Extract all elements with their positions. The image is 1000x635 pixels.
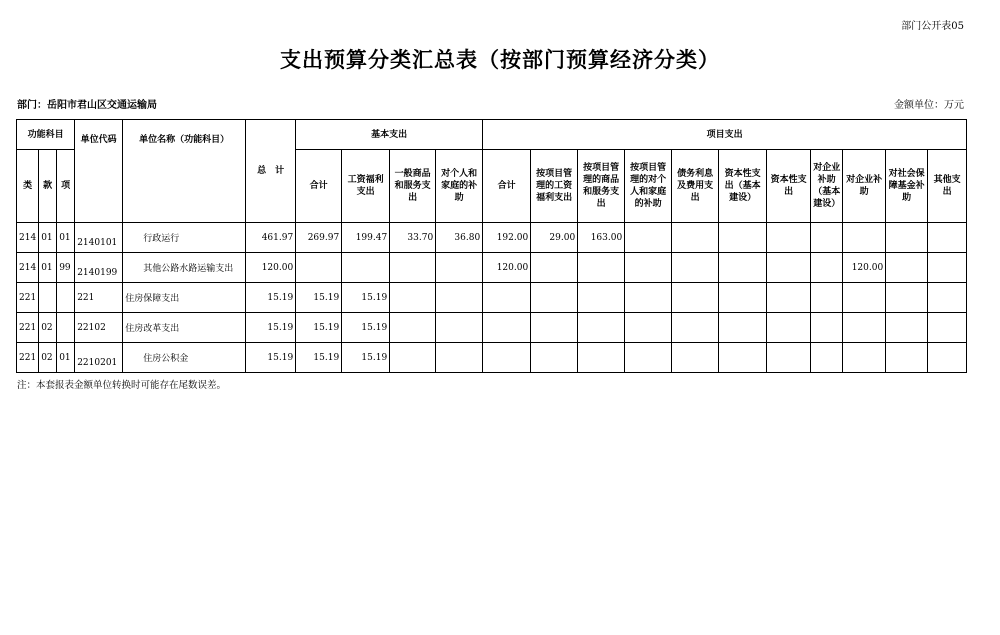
header-basic-total: 合计 bbox=[296, 150, 342, 223]
cell-project-value: 163.00 bbox=[578, 223, 625, 253]
cell-project-value bbox=[719, 343, 767, 373]
footnote: 注：本套报表金额单位转换时可能存在尾数误差。 bbox=[17, 380, 227, 391]
header-project-personal: 按项目管理的对个人和家庭的补助 bbox=[625, 150, 672, 223]
cell-kuan bbox=[39, 283, 57, 313]
cell-project-value bbox=[719, 283, 767, 313]
cell-unit-name: 住房公积金 bbox=[123, 343, 246, 373]
cell-total: 15.19 bbox=[246, 283, 296, 313]
cell-project-value bbox=[719, 253, 767, 283]
header-basic-personal: 对个人和家庭的补助 bbox=[436, 150, 483, 223]
header-xiang: 项 bbox=[57, 150, 75, 223]
cell-basic-value bbox=[436, 253, 483, 283]
cell-project-value bbox=[672, 343, 719, 373]
cell-basic-value: 33.70 bbox=[390, 223, 436, 253]
header-basic-expenditure: 基本支出 bbox=[296, 120, 483, 150]
cell-basic-value bbox=[390, 253, 436, 283]
cell-project-value bbox=[531, 343, 578, 373]
cell-lei: 221 bbox=[17, 283, 39, 313]
cell-project-value bbox=[672, 283, 719, 313]
cell-xiang: 01 bbox=[57, 223, 75, 253]
cell-project-value bbox=[886, 313, 928, 343]
cell-project-value bbox=[767, 253, 811, 283]
cell-project-value bbox=[767, 313, 811, 343]
header-project-capital: 资本性支出 bbox=[767, 150, 811, 223]
cell-project-value bbox=[811, 223, 843, 253]
cell-basic-value bbox=[390, 313, 436, 343]
cell-basic-value: 199.47 bbox=[342, 223, 390, 253]
cell-project-value bbox=[928, 223, 967, 253]
cell-project-value bbox=[625, 253, 672, 283]
cell-xiang bbox=[57, 313, 75, 343]
header-project-enterprise: 对企业补助 bbox=[843, 150, 886, 223]
cell-project-value bbox=[811, 343, 843, 373]
cell-unit-code: 22102 bbox=[75, 313, 123, 343]
table-row bbox=[17, 223, 967, 253]
table-row bbox=[17, 313, 967, 343]
cell-basic-value bbox=[342, 253, 390, 283]
cell-basic-value bbox=[296, 253, 342, 283]
cell-project-value bbox=[483, 343, 531, 373]
cell-project-value bbox=[843, 313, 886, 343]
cell-unit-name: 行政运行 bbox=[123, 223, 246, 253]
cell-kuan: 01 bbox=[39, 223, 57, 253]
header-total: 总 计 bbox=[246, 120, 296, 223]
cell-project-value bbox=[843, 283, 886, 313]
cell-unit-name: 住房保障支出 bbox=[123, 283, 246, 313]
cell-basic-value: 15.19 bbox=[296, 283, 342, 313]
cell-project-value bbox=[578, 253, 625, 283]
header-project-capital-construction: 资本性支出（基本建设） bbox=[719, 150, 767, 223]
department-label: 部门：岳阳市君山区交通运输局 bbox=[17, 100, 157, 111]
cell-unit-code: 2210201 bbox=[75, 343, 123, 373]
header-project-debt: 债务利息及费用支出 bbox=[672, 150, 719, 223]
header-unit-code: 单位代码 bbox=[75, 120, 123, 223]
cell-project-value bbox=[531, 253, 578, 283]
cell-total: 120.00 bbox=[246, 253, 296, 283]
cell-project-value bbox=[928, 283, 967, 313]
cell-basic-value: 269.97 bbox=[296, 223, 342, 253]
header-unit-name: 单位名称（功能科目） bbox=[123, 120, 246, 223]
cell-project-value bbox=[672, 253, 719, 283]
cell-total: 15.19 bbox=[246, 343, 296, 373]
header-func-subject: 功能科目 bbox=[17, 120, 75, 150]
cell-project-value bbox=[672, 223, 719, 253]
cell-project-value bbox=[625, 343, 672, 373]
cell-unit-code: 221 bbox=[75, 283, 123, 313]
cell-xiang: 01 bbox=[57, 343, 75, 373]
cell-project-value bbox=[719, 313, 767, 343]
cell-project-value bbox=[767, 343, 811, 373]
cell-project-value bbox=[811, 253, 843, 283]
cell-basic-value: 15.19 bbox=[342, 283, 390, 313]
header-project-salary: 按项目管理的工资福利支出 bbox=[531, 150, 578, 223]
cell-unit-name: 住房改革支出 bbox=[123, 313, 246, 343]
expenditure-table bbox=[16, 119, 967, 373]
cell-lei: 221 bbox=[17, 313, 39, 343]
cell-project-value bbox=[886, 283, 928, 313]
cell-unit-code: 2140101 bbox=[75, 223, 123, 253]
cell-project-value bbox=[843, 223, 886, 253]
header-project-goods: 按项目管理的商品和服务支出 bbox=[578, 150, 625, 223]
cell-project-value bbox=[625, 223, 672, 253]
header-project-enterprise-construction: 对企业补助（基本建设） bbox=[811, 150, 843, 223]
cell-lei: 214 bbox=[17, 223, 39, 253]
cell-xiang: 99 bbox=[57, 253, 75, 283]
cell-project-value bbox=[886, 223, 928, 253]
cell-basic-value bbox=[436, 313, 483, 343]
cell-basic-value: 15.19 bbox=[296, 343, 342, 373]
cell-project-value bbox=[625, 283, 672, 313]
header-project-total: 合计 bbox=[483, 150, 531, 223]
cell-total: 15.19 bbox=[246, 313, 296, 343]
cell-basic-value: 36.80 bbox=[436, 223, 483, 253]
cell-project-value: 192.00 bbox=[483, 223, 531, 253]
cell-unit-code: 2140199 bbox=[75, 253, 123, 283]
cell-project-value bbox=[719, 223, 767, 253]
cell-project-value bbox=[578, 283, 625, 313]
page-title: 支出预算分类汇总表（按部门预算经济分类） bbox=[280, 47, 720, 72]
cell-basic-value bbox=[436, 343, 483, 373]
cell-project-value bbox=[928, 253, 967, 283]
cell-project-value bbox=[531, 283, 578, 313]
cell-total: 461.97 bbox=[246, 223, 296, 253]
cell-unit-name: 其他公路水路运输支出 bbox=[123, 253, 246, 283]
header-lei: 类 bbox=[17, 150, 39, 223]
cell-basic-value bbox=[390, 343, 436, 373]
table-row bbox=[17, 343, 967, 373]
cell-kuan: 01 bbox=[39, 253, 57, 283]
header-project-expenditure: 项目支出 bbox=[483, 120, 967, 150]
cell-basic-value bbox=[390, 283, 436, 313]
cell-basic-value: 15.19 bbox=[342, 313, 390, 343]
cell-project-value: 120.00 bbox=[483, 253, 531, 283]
cell-project-value: 120.00 bbox=[843, 253, 886, 283]
header-project-other: 其他支出 bbox=[928, 150, 967, 223]
cell-project-value bbox=[886, 343, 928, 373]
cell-project-value: 29.00 bbox=[531, 223, 578, 253]
cell-basic-value: 15.19 bbox=[296, 313, 342, 343]
table-row bbox=[17, 283, 967, 313]
cell-lei: 221 bbox=[17, 343, 39, 373]
cell-project-value bbox=[767, 283, 811, 313]
cell-xiang bbox=[57, 283, 75, 313]
cell-project-value bbox=[811, 283, 843, 313]
cell-project-value bbox=[767, 223, 811, 253]
cell-project-value bbox=[483, 313, 531, 343]
cell-project-value bbox=[811, 313, 843, 343]
form-number: 部门公开表05 bbox=[901, 21, 964, 32]
cell-project-value bbox=[625, 313, 672, 343]
header-kuan: 款 bbox=[39, 150, 57, 223]
header-basic-goods: 一般商品和服务支出 bbox=[390, 150, 436, 223]
cell-project-value bbox=[886, 253, 928, 283]
header-project-social-security: 对社会保障基金补助 bbox=[886, 150, 928, 223]
cell-kuan: 02 bbox=[39, 343, 57, 373]
cell-project-value bbox=[483, 283, 531, 313]
currency-unit-label: 金额单位：万元 bbox=[894, 100, 964, 111]
header-basic-salary: 工资福利支出 bbox=[342, 150, 390, 223]
cell-basic-value: 15.19 bbox=[342, 343, 390, 373]
cell-kuan: 02 bbox=[39, 313, 57, 343]
cell-basic-value bbox=[436, 283, 483, 313]
cell-project-value bbox=[531, 313, 578, 343]
cell-project-value bbox=[578, 313, 625, 343]
table-row bbox=[17, 253, 967, 283]
cell-project-value bbox=[578, 343, 625, 373]
cell-project-value bbox=[843, 343, 886, 373]
cell-lei: 214 bbox=[17, 253, 39, 283]
cell-project-value bbox=[672, 313, 719, 343]
cell-project-value bbox=[928, 343, 967, 373]
cell-project-value bbox=[928, 313, 967, 343]
